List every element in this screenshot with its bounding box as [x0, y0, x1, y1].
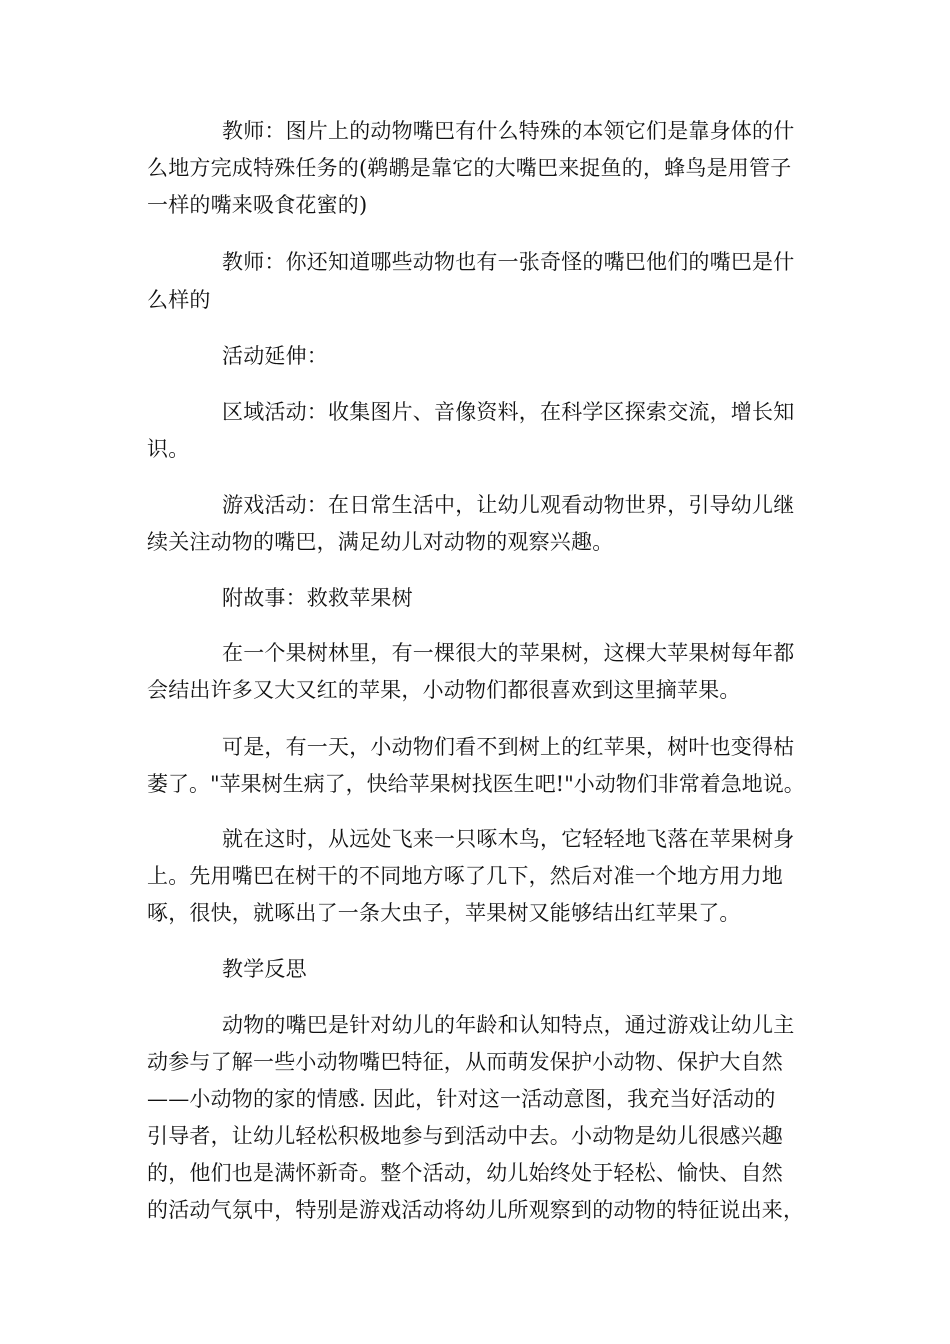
- paragraph-11-line-5: 的，他们也是满怀新奇。整个活动，幼儿始终处于轻松、愉快、自然: [147, 1161, 783, 1185]
- section-heading-extension: 活动延伸：: [222, 344, 328, 368]
- paragraph-11-line-3: ——小动物的家的情感. 因此，针对这一活动意图，我充当好活动的: [147, 1087, 776, 1111]
- paragraph-9-line-1: 就在这时，从远处飞来一只啄木鸟，它轻轻地飞落在苹果树身: [222, 827, 795, 851]
- paragraph-11-line-6: 的活动气氛中，特别是游戏活动将幼儿所观察到的动物的特征说出来，: [147, 1198, 805, 1222]
- paragraph-2-line-1: 教师：你还知道哪些动物也有一张奇怪的嘴巴他们的嘴巴是什: [222, 250, 795, 274]
- paragraph-5-line-1: 游戏活动：在日常生活中，让幼儿观看动物世界，引导幼儿继: [222, 493, 795, 517]
- paragraph-8-line-2: 萎了。"苹果树生病了，快给苹果树找医生吧!"小动物们非常着急地说。: [147, 772, 805, 796]
- reflection-heading: 教学反思: [222, 957, 307, 981]
- paragraph-1-line-1: 教师：图片上的动物嘴巴有什么特殊的本领它们是靠身体的什: [222, 119, 795, 143]
- story-heading: 附故事：救救苹果树: [222, 586, 413, 610]
- paragraph-4-line-1: 区域活动：收集图片、音像资料，在科学区探索交流，增长知: [222, 400, 795, 424]
- paragraph-7-line-2: 会结出许多又大又红的苹果，小动物们都很喜欢到这里摘苹果。: [147, 678, 741, 702]
- paragraph-2-line-2: 么样的: [147, 288, 211, 312]
- paragraph-5-line-2: 续关注动物的嘴巴，满足幼儿对动物的观察兴趣。: [147, 530, 614, 554]
- paragraph-11-line-4: 引导者，让幼儿轻松积极地参与到活动中去。小动物是幼儿很感兴趣: [147, 1124, 783, 1148]
- paragraph-11-line-1: 动物的嘴巴是针对幼儿的年龄和认知特点，通过游戏让幼儿主: [222, 1013, 795, 1037]
- paragraph-1-line-3: 一样的嘴来吸食花蜜的): [147, 193, 368, 217]
- paragraph-7-line-1: 在一个果树林里，有一棵很大的苹果树，这棵大苹果树每年都: [222, 641, 795, 665]
- paragraph-4-line-2: 识。: [147, 437, 190, 461]
- paragraph-8-line-1: 可是，有一天，小动物们看不到树上的红苹果，树叶也变得枯: [222, 735, 795, 759]
- paragraph-1-line-2: 么地方完成特殊任务的(鹈鹕是靠它的大嘴巴来捉鱼的，蜂鸟是用管子: [147, 156, 792, 180]
- paragraph-11-line-2: 动参与了解一些小动物嘴巴特征，从而萌发保护小动物、保护大自然: [147, 1050, 783, 1074]
- paragraph-9-line-2: 上。先用嘴巴在树干的不同地方啄了几下，然后对准一个地方用力地: [147, 864, 783, 888]
- paragraph-9-line-3: 啄，很快，就啄出了一条大虫子，苹果树又能够结出红苹果了。: [147, 901, 741, 925]
